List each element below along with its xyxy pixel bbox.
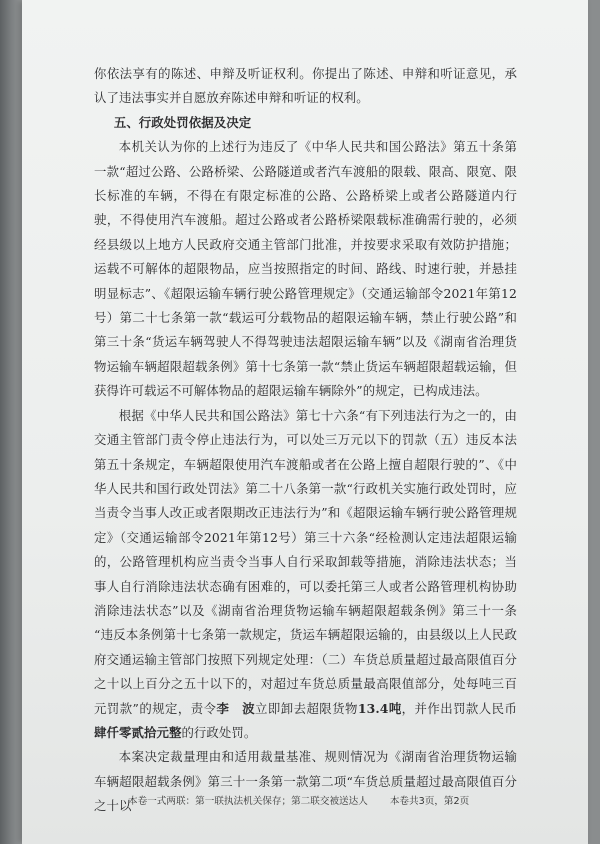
- violation-paragraph: 本机关认为你的上述行为违反了《中华人民共和国公路法》第五十条第一款“超过公路、公路桥梁、公路隧道或者汽车渡船的限载、限高、限宽、限长标准的车辆，不得在有限定标准的公路、公路桥梁上或者公路隧道内行驶，不得使用汽车渡船。超过公路或者公路桥梁限载标准确需行驶的，必须经县级以上地方人民政府交通主管部门批准，并按要求采取有效防护措施；运载不可解体的超限物品，应当按照指定的时间、路线、时速行驶，并悬挂明显标志”、《超限运输车辆行驶公路管理规定》（交通运输部令2021年第12号）第二十七条第一款“载运可分载物品的超限运输车辆，禁止行驶公路”和第三十条“货运车辆驾驶人不得驾驶违法超限运输车辆”以及《湖南省治理货物运输车辆超限超载条例》第十七条第一款“禁止货运车辆超限超载运输，但获得许可载运不可解体物品的超限运输车辆除外”的规定，已构成违法。: [94, 139, 517, 399]
- penalty-text-fine: ，并作出罚款人民币: [401, 700, 517, 716]
- discretion-paragraph: 本案决定裁量理由和适用裁量基准、规则情况为《湖南省治理货物运输车辆超限超载条例》第三十一条第一款第二项“车货总质量超过最高限值百分之十以: [94, 749, 517, 814]
- penalty-text-unload: 立即卸去超限货物: [255, 700, 358, 716]
- party-name: 李 波: [216, 700, 256, 716]
- copies-note: 本卷一式两联：第一联执法机关保存；第二联交被送达人: [128, 796, 368, 807]
- fine-amount: 肆仟零贰拾元整: [94, 724, 182, 740]
- overload-tonnage: 13.4吨: [357, 700, 402, 716]
- page-footer: [128, 793, 528, 807]
- page-number: 本卷共3页，第2页: [389, 796, 470, 807]
- penalty-basis-paragraph: [94, 404, 517, 746]
- penalty-basis-text: 根据《中华人民共和国公路法》第七十六条“有下列违法行为之一的，由交通主管部门责令停止违法行为，可以处三万元以下的罚款（五）违反本法第五十条规定，车辆超限使用汽车渡船或者在公路上擅自超限行驶的”、《中华人民共和国行政处罚法》第二十八条第一款“行政机关实施行政处罚时，应当责令当事人改正或者限期改正违法行为”和《超限运输车辆行驶公路管理规定》（交通运输部令2021年第12号）第三十六条“经检测认定违法超限运输的，公路管理机构应当责令当事人自行采取卸载等措施，消除违法状态；当事人自行消除违法状态确有困难的，可以委托第三人或者公路管理机构协助消除违法状态”以及《湖南省治理货物运输车辆超限超载条例》第三十一条 “违反本条例第十七条第一款规定，货运车辆超限运输的，由县级以上人民政府交通运输主管部门按照下列规定处理：（二）车货总质量超过最高限值百分之十以上百分之五十以下的，对超过车货总质量最高限值部分，处每吨三百元罚款”的规定，责令: [94, 407, 517, 716]
- penalty-text-end: 的行政处罚。: [181, 724, 257, 740]
- document-body: [94, 62, 517, 819]
- intro-paragraph: 你依法享有的陈述、申辩及听证权利。你提出了陈述、申辩和听证意见，承认了违法事实并自愿放弃陈述申辩和听证的权利。: [94, 66, 517, 106]
- section-heading: 五、行政处罚依据及决定: [113, 114, 252, 130]
- page-shadow-edge: [0, 0, 22, 844]
